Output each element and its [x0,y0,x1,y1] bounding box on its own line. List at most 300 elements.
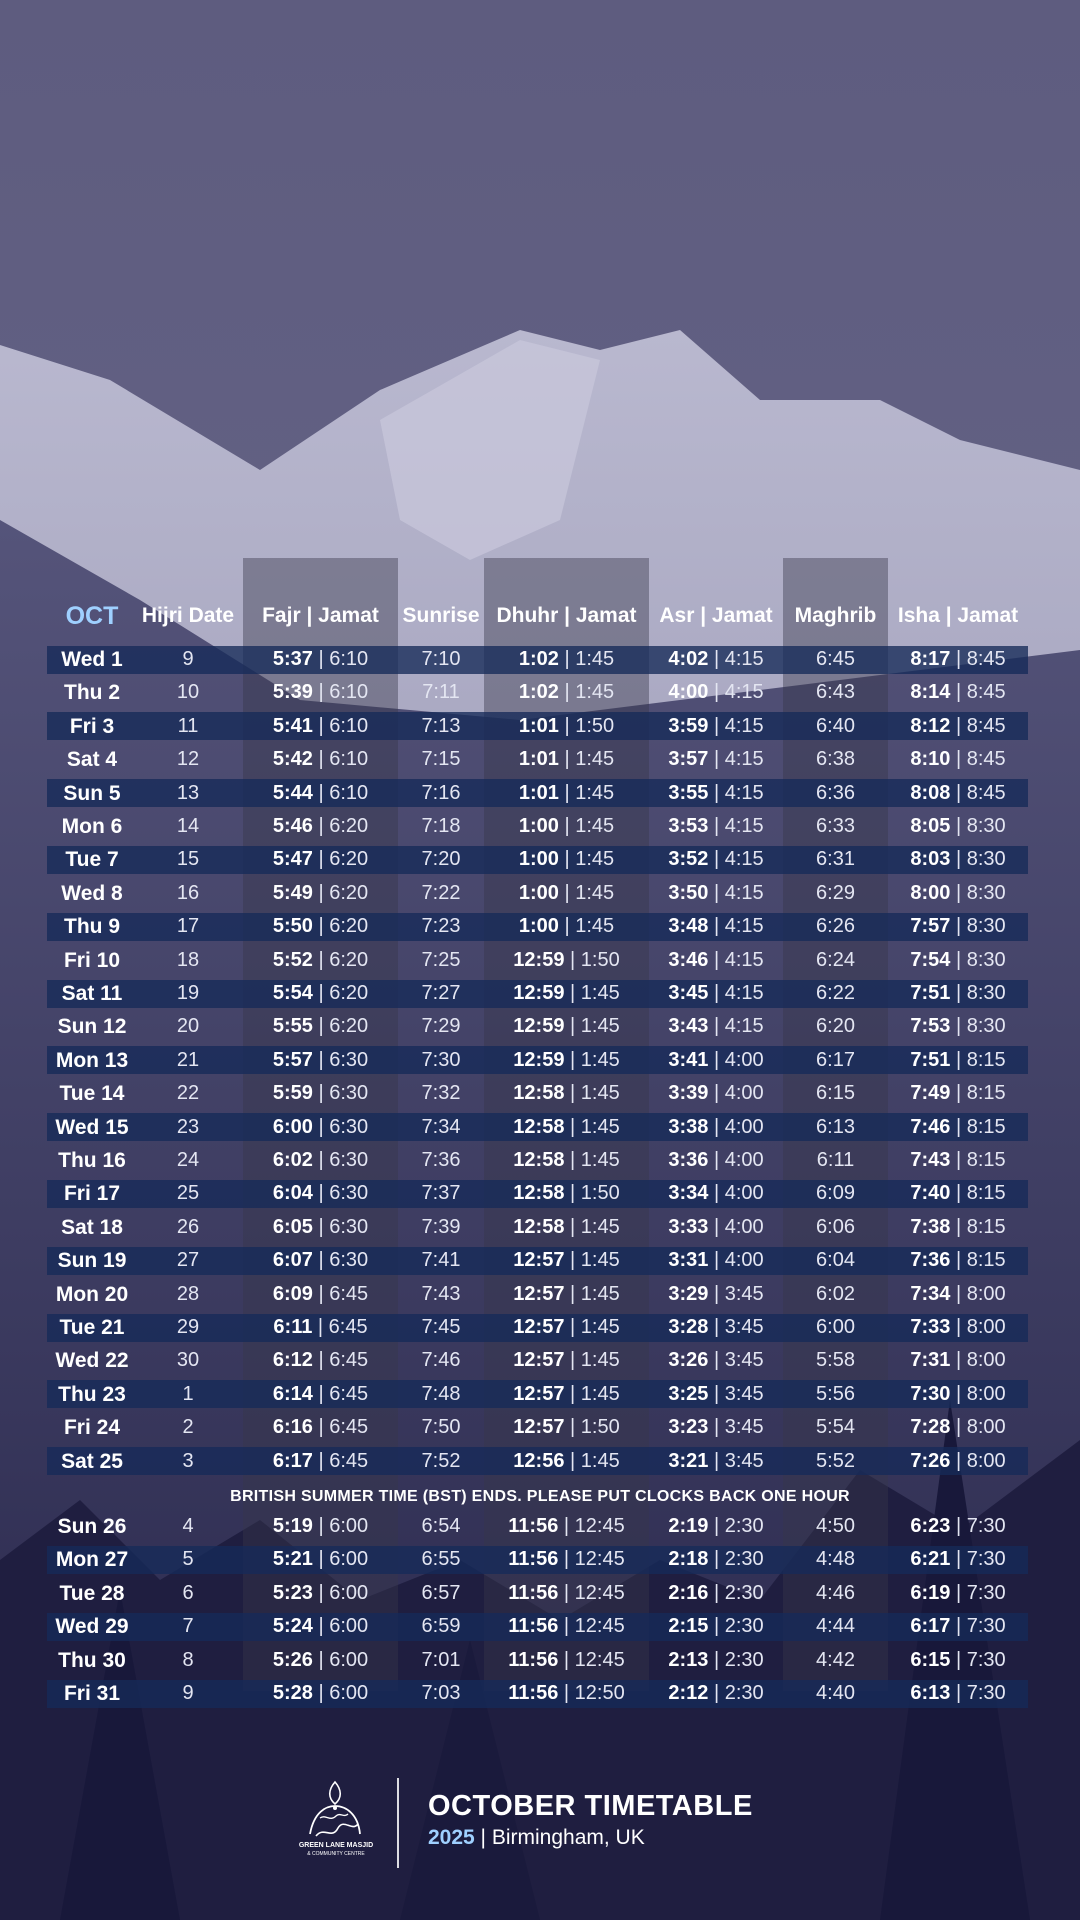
time-separator: | [708,1615,725,1638]
dhuhr-time: 12:58 [513,1149,565,1171]
isha-jamat: 8:30 [966,848,1006,871]
asr-jamat: 3:45 [724,1382,764,1405]
cell-isha [888,1344,1028,1377]
isha-time: 7:57 [910,915,951,938]
cell-hij: 22 [176,1082,200,1105]
time-separator: | [558,648,576,670]
time-separator: | [950,1316,967,1338]
isha-time: 7:49 [910,1082,951,1105]
cell-isha [888,1111,1028,1144]
time-separator: | [950,1548,967,1571]
cell-asr [649,1311,783,1344]
time-separator: | [564,1449,581,1472]
isha-jamat: 7:30 [966,1581,1006,1604]
cell-fajr [243,1344,398,1377]
cell-mag: 6:36 [816,781,855,804]
dhuhr-time: 12:57 [513,1316,565,1338]
asr-time: 4:00 [668,681,709,704]
isha-time: 7:33 [910,1316,951,1338]
time-separator: | [312,1682,330,1704]
fajr-time: 5:49 [272,881,313,904]
time-separator: | [708,1182,725,1205]
cell-dhuhr [484,944,649,977]
cell-asr [649,1278,783,1311]
table-row [0,1010,1080,1043]
cell-sun: 7:52 [421,1449,461,1472]
cell-fajr [243,810,398,843]
time-separator: | [558,1682,575,1704]
isha-jamat: 8:30 [966,915,1006,938]
cell-fajr [243,1077,398,1110]
cell-isha [888,1211,1028,1244]
asr-time: 3:38 [668,1115,709,1138]
time-separator: | [708,1515,725,1537]
isha-time: 7:34 [910,1282,951,1305]
cell-isha [888,1543,1028,1576]
dhuhr-jamat: 1:45 [580,1382,620,1405]
time-separator: | [708,948,725,971]
time-separator: | [312,881,330,904]
time-separator: | [708,1349,725,1372]
dhuhr-jamat: 1:50 [575,714,615,737]
dhuhr-jamat: 1:45 [575,848,615,871]
dhuhr-time: 1:00 [518,881,559,904]
asr-time: 3:29 [668,1282,709,1305]
isha-time: 8:12 [910,714,951,737]
asr-jamat: 4:15 [724,681,764,704]
time-separator: | [312,1449,330,1472]
cell-hij: 7 [182,1615,194,1638]
time-separator: | [708,1015,725,1038]
hijri-date-header: Hijri Date [141,604,235,627]
dhuhr-jamat: 1:45 [580,1249,620,1272]
isha-time: 7:28 [910,1416,951,1439]
dhuhr-time: 12:57 [513,1249,565,1272]
subtitle-separator: | [474,1826,492,1849]
cell-mag: 5:54 [816,1416,855,1439]
cell-asr [649,1044,783,1077]
time-separator: | [312,1581,330,1604]
isha-jamat: 8:30 [966,982,1006,1004]
cell-mag: 6:04 [816,1249,855,1272]
cell-sun: 7:45 [421,1316,461,1338]
cell-fajr [243,1610,398,1643]
logo-subtitle: & COMMUNITY CENTRE [307,1851,365,1857]
isha-time: 7:51 [910,1048,951,1071]
time-separator: | [312,1416,330,1439]
cell-fajr [243,1278,398,1311]
asr-jamat: 2:30 [724,1515,764,1537]
time-separator: | [708,1282,725,1305]
cell-dhuhr [484,1010,649,1043]
asr-jamat: 4:15 [724,881,764,904]
time-separator: | [950,1115,967,1138]
time-separator: | [950,1449,967,1472]
isha-time: 8:14 [910,681,951,704]
dhuhr-header: Dhuhr | Jamat [496,604,637,627]
time-separator: | [558,881,576,904]
dhuhr-time: 1:02 [518,648,559,670]
time-separator: | [312,1048,330,1071]
time-separator: | [312,1149,330,1171]
cell-dhuhr [484,710,649,743]
isha-jamat: 8:15 [966,1082,1006,1105]
cell-asr [649,1211,783,1244]
fajr-jamat: 6:20 [329,948,369,971]
dhuhr-time: 12:59 [513,1015,565,1038]
cell-dhuhr [484,1677,649,1710]
table-row [0,1044,1080,1077]
fajr-time: 6:07 [272,1249,313,1272]
asr-jamat: 2:30 [724,1581,764,1604]
fajr-time: 6:04 [272,1182,313,1205]
time-separator: | [708,848,725,871]
dhuhr-jamat: 1:45 [580,1349,620,1372]
cell-hij: 4 [182,1515,194,1537]
time-separator: | [558,714,576,737]
fajr-jamat: 6:00 [329,1615,369,1638]
fajr-time: 5:23 [272,1581,313,1604]
cell-mag: 6:31 [816,848,855,871]
dhuhr-jamat: 1:50 [580,1182,620,1205]
time-separator: | [708,781,725,804]
fajr-time: 5:26 [272,1648,313,1671]
cell-asr [649,743,783,776]
isha-time: 8:17 [910,648,951,670]
cell-fajr [243,1378,398,1411]
asr-time: 3:33 [668,1215,709,1238]
dhuhr-time: 12:59 [513,1048,565,1071]
cell-asr [649,910,783,943]
cell-day: Sun 19 [57,1249,127,1273]
table-row [0,1278,1080,1311]
cell-asr [649,1144,783,1177]
time-separator: | [312,948,330,971]
dhuhr-jamat: 1:45 [580,1282,620,1305]
cell-isha [888,1610,1028,1643]
dhuhr-time: 12:56 [513,1449,565,1472]
cell-dhuhr [484,1445,649,1478]
time-separator: | [708,1548,725,1571]
cell-mag: 4:42 [816,1648,855,1671]
cell-mag: 6:33 [816,815,855,837]
cell-sun: 7:50 [421,1416,461,1439]
cell-asr [649,843,783,876]
fajr-jamat: 6:30 [329,1149,369,1171]
dhuhr-time: 12:59 [513,948,565,971]
table-row [0,676,1080,709]
time-separator: | [312,1648,330,1671]
time-separator: | [312,1115,330,1138]
asr-time: 2:18 [668,1548,709,1571]
cell-isha [888,1644,1028,1677]
cell-hij: 11 [177,714,199,737]
cell-hij: 27 [176,1249,200,1272]
table-row [0,643,1080,676]
cell-hij: 9 [182,648,194,670]
cell-fajr [243,777,398,810]
cell-fajr [243,743,398,776]
cell-day: Thu 30 [58,1648,126,1672]
cell-isha [888,944,1028,977]
isha-time: 8:05 [910,815,951,837]
cell-mag: 6:40 [816,714,855,737]
fajr-jamat: 6:20 [329,982,369,1004]
asr-jamat: 4:00 [724,1082,764,1105]
table-row [0,1445,1080,1478]
cell-asr [649,777,783,810]
time-separator: | [312,1215,330,1238]
time-separator: | [312,781,330,804]
cell-day: Tue 7 [65,848,119,872]
asr-time: 3:53 [668,815,709,837]
cell-asr [649,877,783,910]
dhuhr-time: 1:01 [518,781,559,804]
asr-jamat: 4:15 [724,648,764,670]
fajr-jamat: 6:45 [328,1316,368,1338]
cell-isha [888,910,1028,943]
asr-time: 3:46 [668,948,709,971]
time-separator: | [312,848,330,871]
cell-asr [649,1677,783,1710]
time-separator: | [564,1249,581,1272]
fajr-jamat: 6:30 [329,1182,369,1205]
asr-jamat: 4:15 [724,948,764,971]
cell-dhuhr [484,1044,649,1077]
isha-jamat: 8:30 [966,948,1006,971]
time-separator: | [312,1015,330,1038]
cell-day: Wed 22 [55,1349,129,1373]
asr-jamat: 4:15 [724,815,764,837]
dhuhr-jamat: 1:45 [580,1082,620,1105]
time-separator: | [950,982,967,1004]
asr-time: 3:31 [668,1249,709,1272]
cell-hij: 1 [182,1382,194,1405]
cell-sun: 6:57 [421,1581,461,1604]
cell-hij: 23 [176,1115,200,1138]
month-header: OCT [65,602,119,630]
cell-isha [888,1445,1028,1478]
table-row [0,710,1080,743]
cell-hij: 21 [176,1048,200,1071]
time-separator: | [950,1416,967,1439]
table-row [0,1311,1080,1344]
dhuhr-time: 1:00 [518,915,559,938]
cell-day: Wed 15 [55,1115,129,1139]
dhuhr-jamat: 1:45 [575,815,615,837]
dhuhr-jamat: 1:45 [575,648,615,670]
fajr-jamat: 6:20 [329,1015,369,1038]
table-row [0,1111,1080,1144]
cell-mag: 6:29 [816,881,855,904]
dhuhr-jamat: 1:45 [580,1149,620,1171]
time-separator: | [950,1682,967,1704]
isha-time: 7:46 [910,1115,951,1138]
fajr-jamat: 6:45 [329,1382,369,1405]
cell-day: Wed 1 [61,648,123,671]
time-separator: | [950,681,967,704]
cell-isha [888,710,1028,743]
time-separator: | [564,1182,581,1205]
time-separator: | [564,1382,581,1405]
time-separator: | [708,1316,725,1338]
table-row [0,1610,1080,1643]
cell-day: Tue 14 [59,1082,125,1106]
cell-dhuhr [484,1077,649,1110]
time-separator: | [564,1316,581,1338]
isha-jamat: 7:30 [966,1515,1006,1537]
fajr-jamat: 6:10 [329,781,369,804]
time-separator: | [564,1015,581,1038]
fajr-time: 5:52 [272,948,313,971]
fajr-time: 5:44 [272,781,313,804]
time-separator: | [312,748,330,771]
time-separator: | [950,1648,967,1671]
cell-isha [888,1244,1028,1277]
dhuhr-jamat: 12:45 [574,1615,625,1638]
time-separator: | [708,1382,725,1405]
isha-jamat: 8:30 [966,881,1006,904]
isha-time: 6:13 [910,1682,951,1704]
time-separator: | [558,848,576,871]
cell-hij: 28 [176,1282,200,1305]
dhuhr-jamat: 1:45 [575,781,615,804]
time-separator: | [950,1249,967,1272]
table-row [0,1144,1080,1177]
fajr-time: 5:41 [272,714,313,737]
isha-time: 7:51 [910,982,951,1004]
dhuhr-time: 12:58 [513,1215,565,1238]
isha-jamat: 8:00 [966,1449,1006,1472]
table-row [0,1677,1080,1710]
cell-day: Sun 5 [63,781,121,805]
isha-time: 7:53 [910,1015,951,1038]
asr-time: 2:16 [668,1581,709,1604]
cell-fajr [243,643,398,676]
asr-time: 3:50 [668,881,709,904]
cell-isha [888,1278,1028,1311]
cell-sun: 7:43 [421,1282,461,1305]
cell-day: Sat 11 [61,982,123,1005]
cell-asr [649,1177,783,1210]
cell-isha [888,1510,1028,1543]
dhuhr-time: 11:56 [508,1515,559,1537]
cell-dhuhr [484,676,649,709]
fajr-jamat: 6:30 [329,1048,369,1071]
time-separator: | [312,915,330,938]
fajr-jamat: 6:00 [329,1581,369,1604]
isha-header: Isha | Jamat [897,604,1019,627]
cell-hij: 2 [182,1416,194,1439]
time-separator: | [564,948,581,971]
table-row [0,1077,1080,1110]
time-separator: | [950,1215,967,1238]
dhuhr-time: 11:56 [508,1682,559,1704]
cell-fajr [243,1445,398,1478]
cell-mag: 6:17 [816,1048,855,1071]
time-separator: | [312,1382,330,1405]
time-separator: | [708,1215,725,1238]
fajr-jamat: 6:10 [329,648,369,670]
table-row [0,977,1080,1010]
cell-dhuhr [484,1244,649,1277]
table-row [0,777,1080,810]
cell-hij: 24 [176,1149,200,1171]
time-separator: | [312,681,330,704]
time-separator: | [558,1581,575,1604]
time-separator: | [708,1149,725,1171]
table-row [0,1244,1080,1277]
cell-dhuhr [484,643,649,676]
cell-fajr [243,1010,398,1043]
time-separator: | [708,1115,725,1138]
cell-sun: 7:27 [421,982,461,1004]
fajr-time: 6:02 [272,1149,313,1171]
time-separator: | [708,648,725,670]
asr-jamat: 4:00 [724,1215,764,1238]
isha-time: 8:00 [910,881,951,904]
isha-time: 8:10 [910,748,951,771]
dhuhr-jamat: 1:50 [580,1416,620,1439]
year: 2025 [428,1826,475,1849]
timetable-subtitle [428,1826,645,1850]
fajr-time: 5:57 [272,1048,313,1071]
time-separator: | [312,1548,330,1571]
isha-time: 7:26 [910,1449,951,1472]
isha-time: 7:54 [910,948,951,971]
fajr-time: 5:55 [272,1015,313,1038]
dhuhr-jamat: 1:45 [575,681,615,704]
time-separator: | [950,1149,967,1171]
asr-header: Asr | Jamat [659,604,773,627]
cell-day: Mon 20 [55,1282,129,1306]
dhuhr-time: 11:56 [508,1581,559,1604]
cell-hij: 17 [176,915,200,938]
cell-hij: 25 [176,1182,200,1205]
cell-sun: 6:54 [421,1515,461,1537]
isha-time: 6:23 [910,1515,951,1537]
cell-day: Tue 21 [59,1316,125,1339]
cell-isha [888,1044,1028,1077]
cell-hij: 15 [176,848,200,871]
asr-jamat: 3:45 [724,1449,764,1472]
fajr-time: 5:59 [272,1082,313,1105]
cell-mag: 5:56 [816,1382,855,1405]
cell-sun: 7:25 [421,948,461,971]
time-separator: | [558,781,576,804]
fajr-time: 5:47 [272,848,313,871]
dhuhr-time: 12:57 [513,1416,565,1439]
asr-time: 2:12 [668,1682,709,1704]
cell-day: Sat 4 [66,748,118,772]
cell-hij: 29 [176,1316,200,1338]
cell-hij: 18 [176,948,200,971]
table-row [0,1543,1080,1576]
asr-jamat: 3:45 [724,1282,764,1305]
cell-mag: 4:40 [816,1682,855,1704]
cell-hij: 3 [182,1449,194,1472]
cell-dhuhr [484,1144,649,1177]
isha-jamat: 8:00 [966,1416,1006,1439]
cell-asr [649,1111,783,1144]
dhuhr-jamat: 12:45 [574,1581,625,1604]
dhuhr-time: 12:58 [513,1082,565,1105]
table-row [0,1411,1080,1444]
cell-day: Tue 28 [59,1581,125,1605]
time-separator: | [950,1515,967,1537]
table-row [0,1644,1080,1677]
cell-day: Fri 10 [63,948,121,972]
